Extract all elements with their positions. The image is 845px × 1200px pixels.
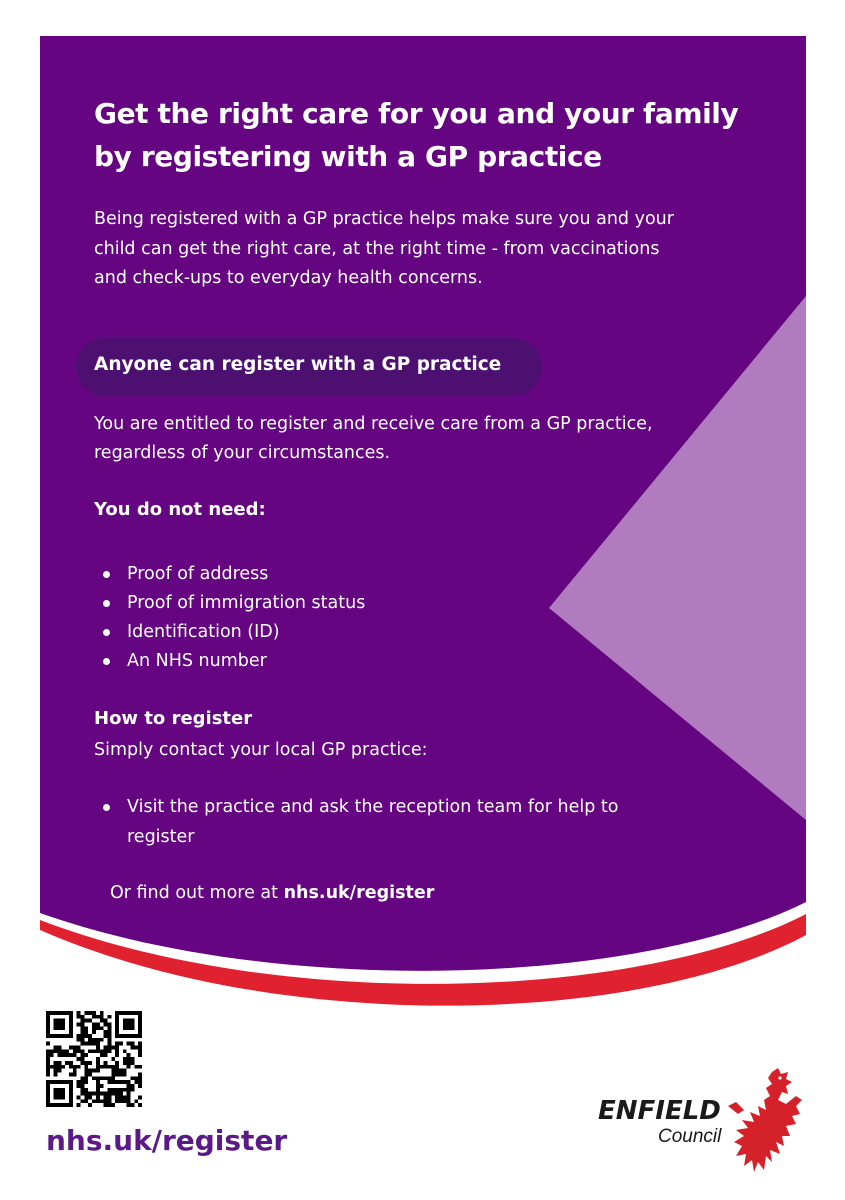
how-to-register-text: Simply contact your local GP practice: bbox=[94, 740, 428, 760]
footer-url-link[interactable]: nhs.uk/register bbox=[46, 1124, 288, 1157]
find-out-prefix: Or find out more at bbox=[110, 883, 284, 903]
list-item: Proof of immigration status bbox=[94, 589, 365, 618]
anyone-can-register-heading: Anyone can register with a GP practice bbox=[94, 354, 502, 375]
enfield-council-logo bbox=[598, 1066, 808, 1174]
find-out-more-text bbox=[110, 879, 434, 907]
do-not-need-heading: You do not need: bbox=[94, 499, 266, 520]
list-item: Identification (ID) bbox=[94, 618, 365, 647]
intro-paragraph: Being registered with a GP practice helps make sure you and your child can get the right care, at the right time - from vaccinations and check-ups to everyday health concerns. bbox=[94, 209, 674, 288]
register-steps-list bbox=[94, 792, 674, 852]
logo-subtitle: Council bbox=[658, 1126, 722, 1147]
find-out-link[interactable]: nhs.uk/register bbox=[283, 883, 435, 903]
page-title: Get the right care for you and your family by registering with a GP practice bbox=[94, 97, 739, 173]
list-item: Visit the practice and ask the reception team for help to register bbox=[94, 792, 674, 852]
do-not-need-list bbox=[94, 560, 365, 676]
list-item: An NHS number bbox=[94, 647, 365, 676]
entitled-paragraph: You are entitled to register and receive care from a GP practice, regardless of your circumstances. bbox=[94, 414, 653, 463]
dragon-icon bbox=[726, 1066, 808, 1174]
logo-wordmark: ENFIELD bbox=[598, 1096, 721, 1126]
how-to-register-heading: How to register bbox=[94, 708, 253, 729]
list-item: Proof of address bbox=[94, 560, 365, 589]
qr-code-icon[interactable] bbox=[46, 1011, 142, 1107]
